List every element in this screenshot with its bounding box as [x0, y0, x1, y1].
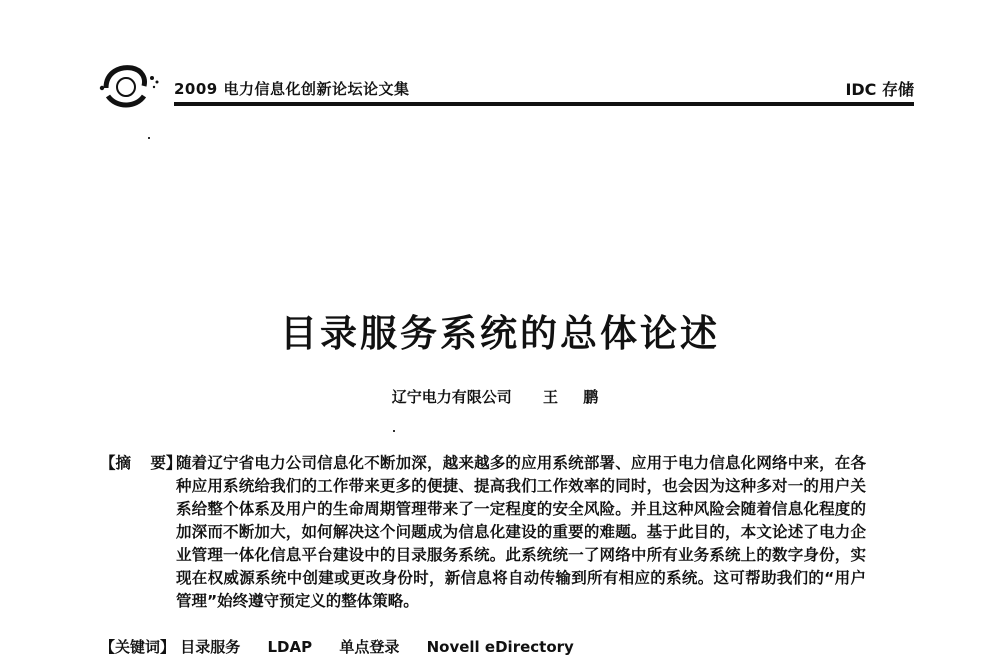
conference-logo-icon	[96, 58, 164, 114]
abstract-label: 【摘 要】	[100, 454, 182, 472]
keyword-item: LDAP	[267, 638, 313, 656]
running-header	[174, 72, 914, 106]
keyword-item: Novell eDirectory	[426, 638, 574, 656]
section-label: IDC 存储	[845, 80, 914, 99]
keywords-label: 【关键词】	[100, 638, 176, 656]
abstract-section	[100, 452, 880, 613]
abstract-text: 随着辽宁省电力公司信息化不断加深，越来越多的应用系统部署、应用于电力信息化网络中来，在各种应用系统给我们的工作带来更多的便捷、提高我们工作效率的同时，也会因为这种多对一的用户关系给整个体系及用户的生命周期管理带来了一定程度的安全风险。并且这种风险会随着信息化程度的加深而不断加大，如何解决这个问题成为信息化建设的重要的难题。基于此目的，本文论述了电力企业管理一体化信息平台建设中的目录服务系统。此系统统一了网络中所有业务系统上的数字身份，实现在权威源系统中创建或更改身份时，新信息将自动传输到所有相应的系统。这可帮助我们的“用户管理”始终遵守预定义的整体策略。	[176, 454, 866, 610]
scan-speck	[148, 137, 150, 139]
scan-speck	[393, 430, 395, 432]
keyword-item: 单点登录	[339, 638, 400, 656]
affiliation: 辽宁电力有限公司	[391, 388, 512, 406]
keywords-section	[100, 636, 596, 659]
paper-title: 目录服务系统的总体论述	[280, 312, 720, 355]
author-name: 王 鹏	[543, 388, 609, 406]
proceedings-title: 2009 电力信息化创新论坛论文集	[174, 80, 410, 98]
keyword-item: 目录服务	[180, 638, 241, 656]
byline	[0, 386, 1000, 407]
